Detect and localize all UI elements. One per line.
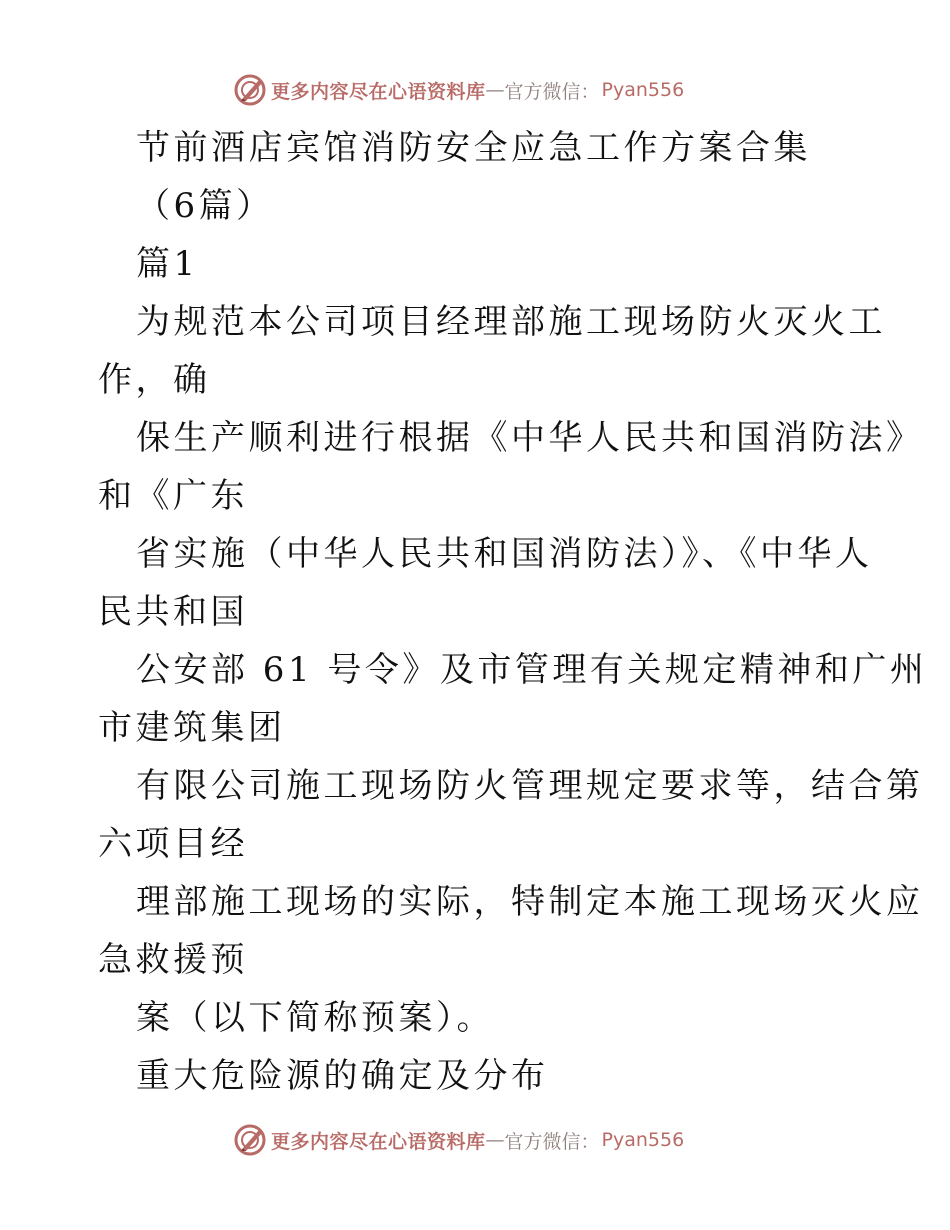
watermark-wechat-id: Pyan556 bbox=[601, 79, 685, 101]
watermark-dash: — bbox=[485, 1129, 505, 1151]
subheading: 重大危险源的确定及分布 bbox=[136, 1056, 549, 1096]
paragraph-line: 案（以下简称预案）。 bbox=[136, 998, 494, 1038]
document-title-count: （6篇） bbox=[136, 186, 274, 226]
paragraph-line: 公安部 61 号令》及市管理有关规定精神和广州 bbox=[136, 650, 928, 690]
paragraph-line: 市建筑集团 bbox=[98, 708, 286, 748]
paragraph-line: 为规范本公司项目经理部施工现场防火灭火工 bbox=[136, 302, 886, 342]
paragraph-line: 民共和国 bbox=[98, 592, 248, 632]
watermark-dash: — bbox=[485, 79, 505, 101]
paragraph-line: 作，确 bbox=[98, 360, 211, 400]
pen-logo-icon bbox=[233, 1123, 267, 1157]
footer-watermark bbox=[233, 1122, 684, 1158]
paragraph-line: 有限公司施工现场防火管理规定要求等，结合第 bbox=[136, 766, 924, 806]
paragraph-line: 六项目经 bbox=[98, 824, 248, 864]
watermark-wechat-id: Pyan556 bbox=[601, 1129, 685, 1151]
watermark-official: 官方微信： bbox=[504, 80, 600, 103]
watermark-prefix: 更多内容尽在心语资料库 bbox=[271, 80, 486, 103]
paragraph-line: 理部施工现场的实际，特制定本施工现场灭火应 bbox=[136, 882, 924, 922]
section-heading: 篇1 bbox=[136, 244, 199, 284]
paragraph-line: 保生产顺利进行根据《中华人民共和国消防法》 bbox=[136, 418, 924, 458]
document-title: 节前酒店宾馆消防安全应急工作方案合集 bbox=[136, 128, 811, 168]
watermark-official: 官方微信： bbox=[504, 1130, 600, 1153]
paragraph-line: 急救援预 bbox=[98, 940, 248, 980]
watermark-prefix: 更多内容尽在心语资料库 bbox=[271, 1130, 486, 1153]
paragraph-line: 省实施（中华人民共和国消防法）》、《中华人 bbox=[136, 534, 873, 574]
paragraph-line: 和《广东 bbox=[98, 476, 248, 516]
